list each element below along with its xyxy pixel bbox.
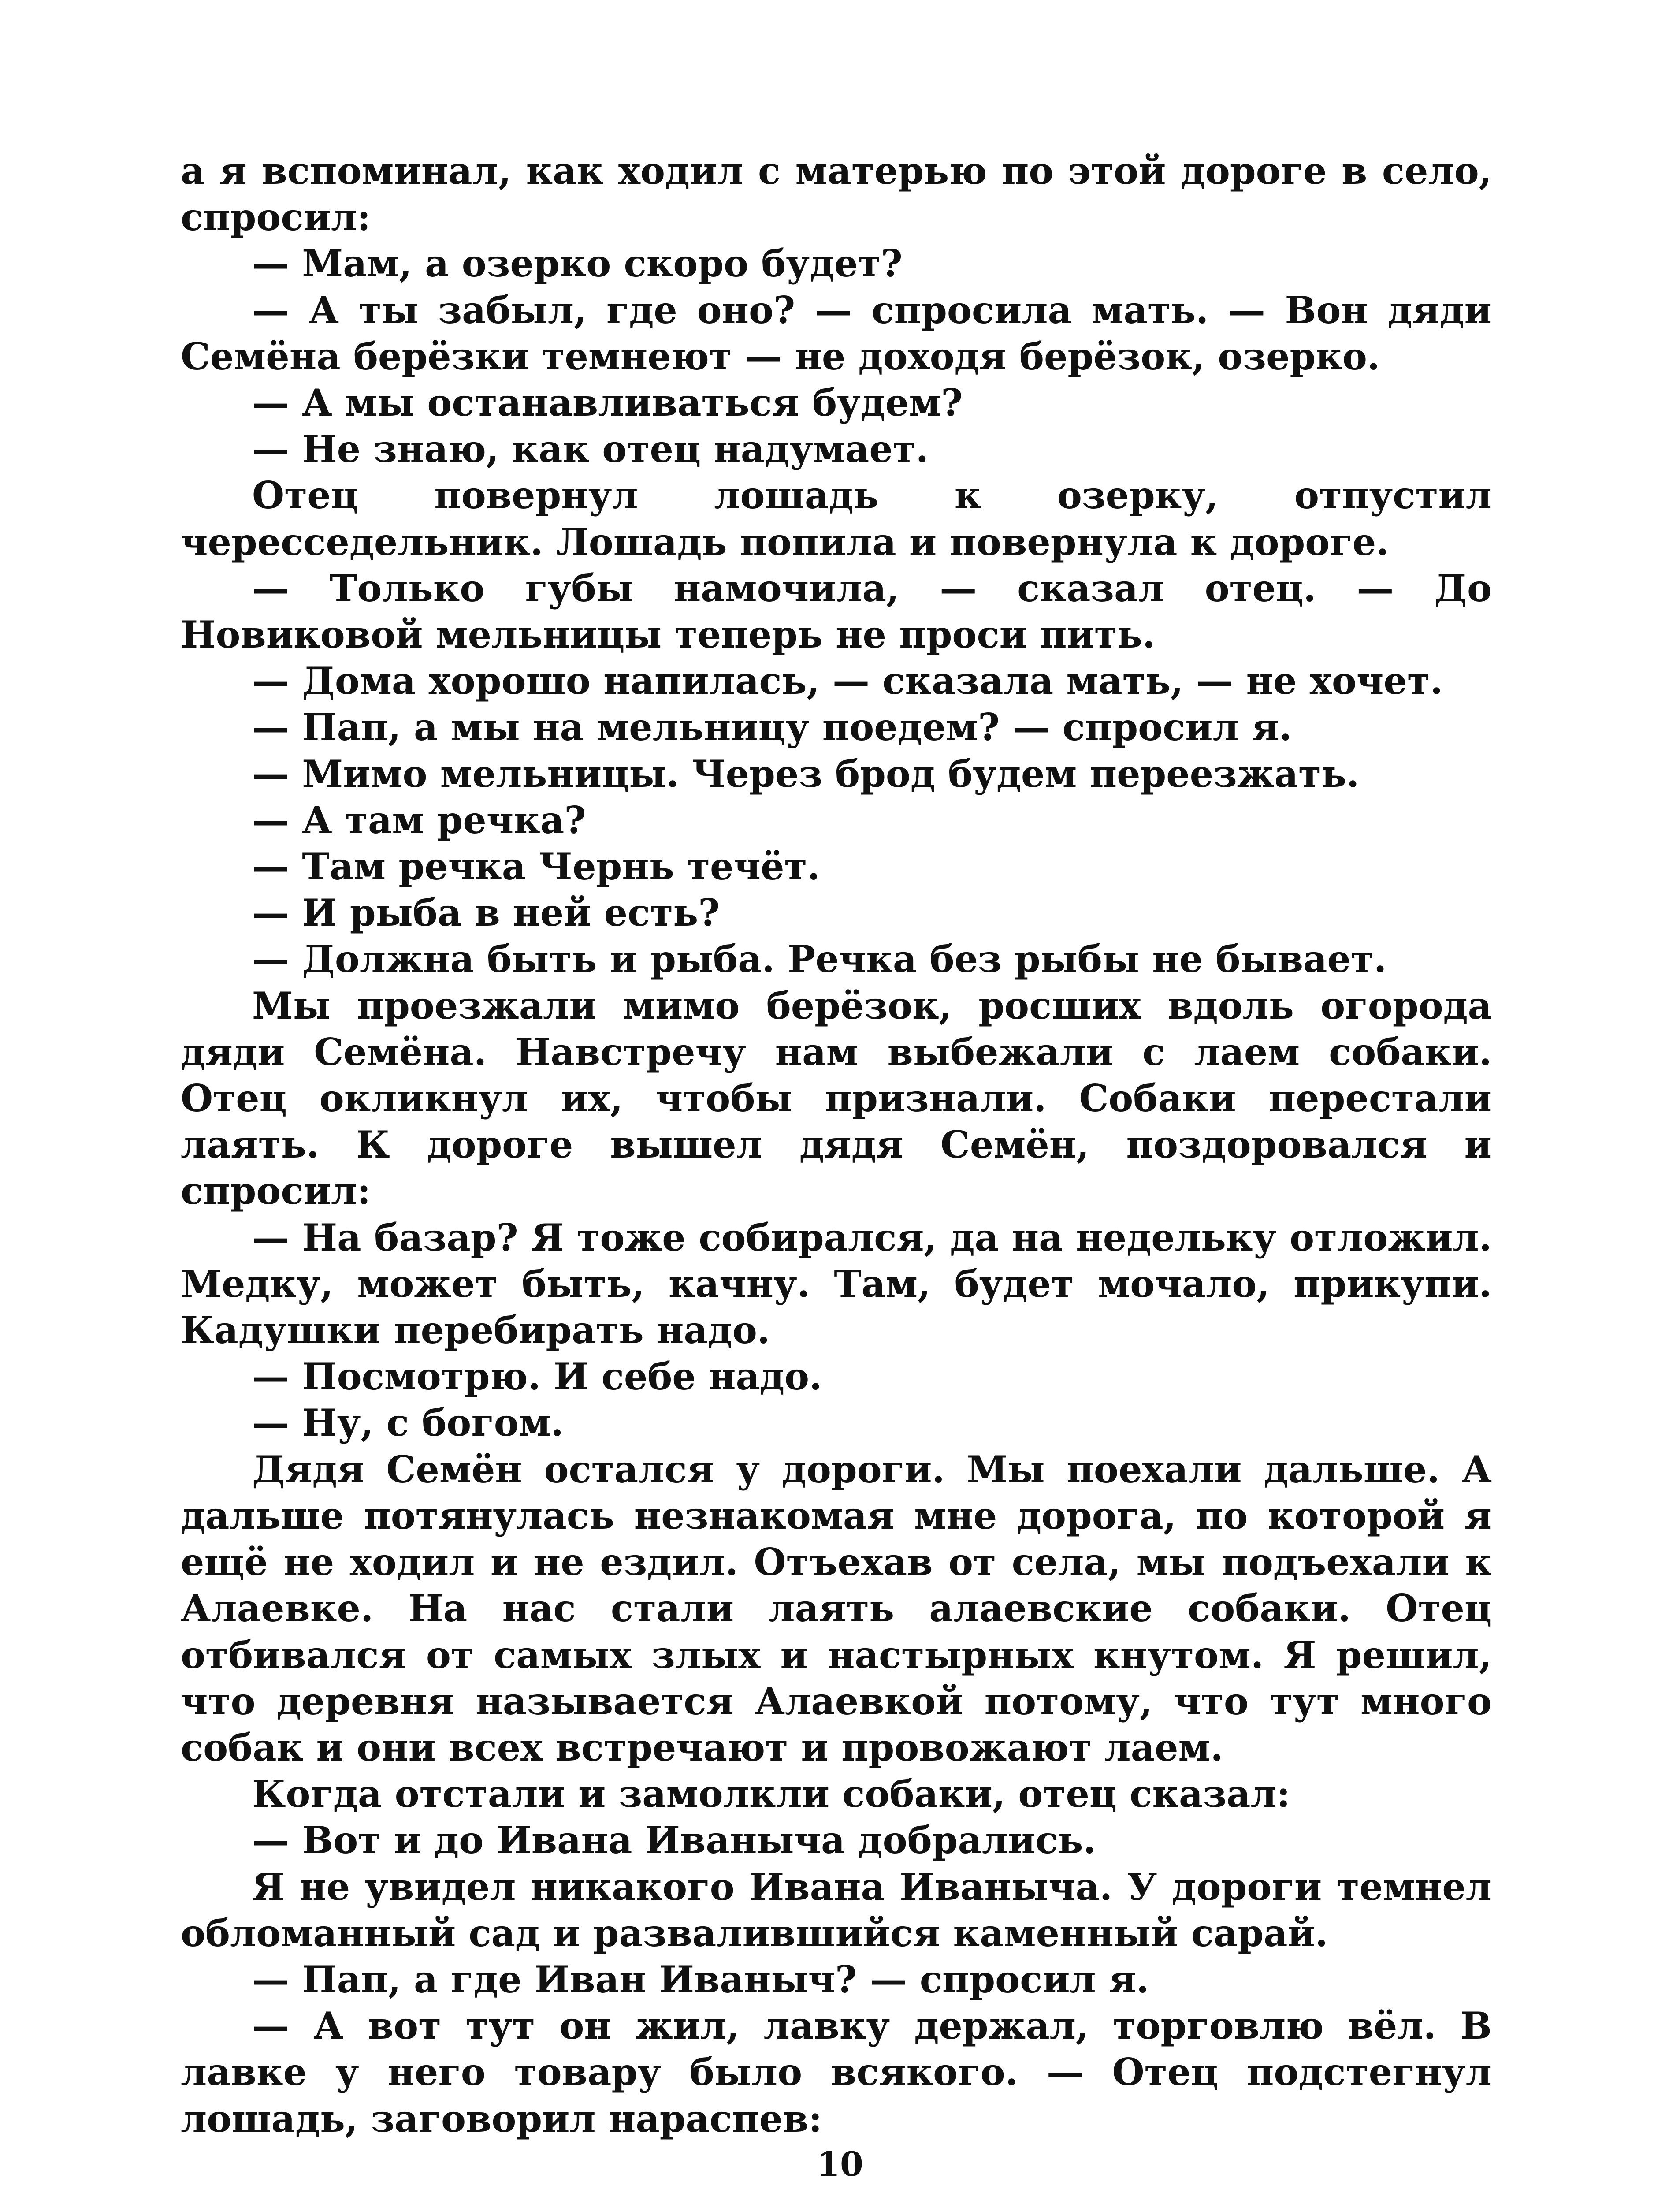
body-text [181, 148, 1492, 2142]
paragraph-9: — Пап, а мы на мельницу поедем? — спросил я. [252, 705, 1292, 749]
paragraph-15: Мы проезжали мимо берёзок, росших вдоль огорода дяди Семёна. Навстречу нам выбежали с лаем собаки. Отец окликнул их, чтобы признали. Собаки перестали лаять. К дороге вышел дядя Семён, поздоровался и спросил: [181, 983, 1492, 1213]
paragraph-17: — Посмотрю. И себе надо. [252, 1355, 822, 1399]
page-number: 10 [817, 2144, 863, 2184]
paragraph-14: — Должна быть и рыба. Речка без рыбы не бывает. [252, 937, 1387, 981]
paragraph-3: — А ты забыл, где оно? — спросила мать. — Вон дяди Семёна берёзки темнеют — не доходя берёзок, озерко. [181, 288, 1492, 378]
paragraph-20: Когда отстали и замолкли собаки, отец сказал: [252, 1772, 1290, 1816]
paragraph-2: — Мам, а озерко скоро будет? [252, 242, 903, 286]
paragraph-13: — И рыба в ней есть? [252, 891, 720, 935]
paragraph-7: — Только губы намочила, — сказал отец. — До Новиковой мельницы теперь не проси пить. [181, 566, 1492, 657]
paragraph-22: Я не увидел никакого Ивана Иваныча. У дороги темнел обломанный сад и развалившийся каменный сарай. [181, 1865, 1492, 1955]
paragraph-1: а я вспоминал, как ходил с матерью по этой дороге в село, спросил: [181, 149, 1492, 239]
paragraph-18: — Ну, с богом. [252, 1401, 564, 1445]
paragraph-4: — А мы останавливаться будем? [252, 381, 963, 425]
paragraph-11: — А там речка? [252, 798, 586, 842]
paragraph-10: — Мимо мельницы. Через брод будем переезжать. [252, 752, 1360, 796]
paragraph-21: — Вот и до Ивана Иваныча добрались. [252, 1818, 1096, 1862]
paragraph-6: Отец повернул лошадь к озерку, отпустил чересседельник. Лошадь попила и повернула к дороге. [181, 473, 1492, 564]
paragraph-16: — На базар? Я тоже собирался, да на недельку отложил. Медку, может быть, качну. Там, будет мочало, прикупи. Кадушки перебирать надо. [181, 1215, 1492, 1352]
paragraph-5: — Не знаю, как отец надумает. [252, 427, 929, 471]
paragraph-24: — А вот тут он жил, лавку держал, торговлю вёл. В лавке у него товару было всякого. — Отец подстегнул лошадь, заговорил нараспев: [181, 2004, 1492, 2141]
paragraph-23: — Пап, а где Иван Иваныч? — спросил я. [252, 1957, 1149, 2001]
paragraph-12: — Там речка Чернь течёт. [252, 845, 820, 889]
paragraph-8: — Дома хорошо напилась, — сказала мать, — не хочет. [252, 659, 1443, 703]
paragraph-19: Дядя Семён остался у дороги. Мы поехали дальше. А дальше потянулась незнакомая мне дорога, по которой я ещё не ходил и не ездил. Отъехав от села, мы подъехали к Алаевке. На нас стали лаять алаевские собаки. Отец отбивался от самых злых и настырных кнутом. Я решил, что деревня называется Алаевкой потому, что тут много собак и они всех встречают и провожают лаем. [181, 1447, 1492, 1769]
